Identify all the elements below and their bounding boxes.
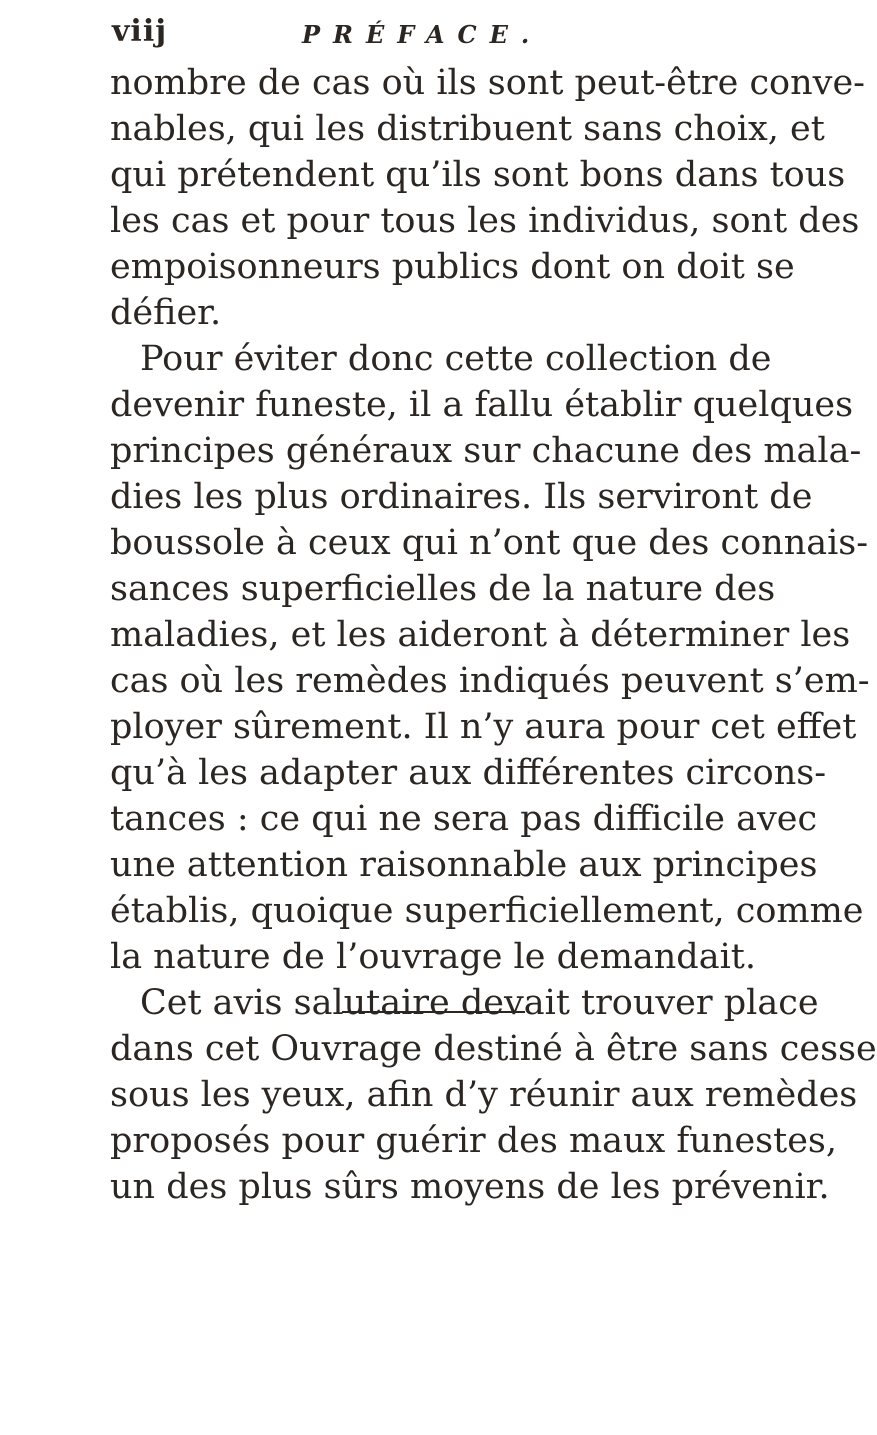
text-line: principes généraux sur chacune des mala-	[110, 431, 862, 471]
text-line: défier.	[110, 293, 222, 333]
body-text	[110, 60, 877, 1210]
text-line: tances : ce qui ne sera pas difficile avec	[110, 799, 818, 839]
text-line: la nature de l’ouvrage le demandait.	[110, 937, 756, 977]
text-line: sances superficielles de la nature des	[110, 569, 776, 609]
page-header	[112, 12, 732, 52]
text-line: qu’à les adapter aux différentes circons-	[110, 753, 827, 793]
text-line: sous les yeux, afin d’y réunir aux remèdes	[110, 1075, 858, 1115]
paragraph-start-line: Pour éviter donc cette collection de	[140, 339, 772, 379]
page-number: viij	[112, 14, 168, 49]
text-line: empoisonneurs publics dont on doit se	[110, 247, 795, 287]
running-title: PRÉFACE.	[302, 20, 543, 49]
text-line: nombre de cas où ils sont peut-être conve-	[110, 63, 865, 103]
text-line: établis, quoique superficiellement, comme	[110, 891, 864, 931]
text-line: les cas et pour tous les individus, sont des	[110, 201, 860, 241]
text-line: qui prétendent qu’ils sont bons dans tous	[110, 155, 846, 195]
text-line: nables, qui les distribuent sans choix, et	[110, 109, 825, 149]
closing-rule	[342, 1011, 525, 1013]
text-line: devenir funeste, il a fallu établir quelques	[110, 385, 854, 425]
text-line: dans cet Ouvrage destiné à être sans cesse	[110, 1029, 877, 1069]
text-line: boussole à ceux qui n’ont que des connais-	[110, 523, 869, 563]
paragraph-start-line: Cet avis salutaire devait trouver place	[140, 983, 819, 1023]
text-line: cas où les remèdes indiqués peuvent s’em-	[110, 661, 870, 701]
text-line: proposés pour guérir des maux funestes,	[110, 1121, 838, 1161]
text-line: ployer sûrement. Il n’y aura pour cet effet	[110, 707, 857, 747]
text-line: une attention raisonnable aux principes	[110, 845, 818, 885]
text-line: maladies, et les aideront à déterminer les	[110, 615, 851, 655]
text-line: dies les plus ordinaires. Ils serviront de	[110, 477, 813, 517]
text-line: un des plus sûrs moyens de les prévenir.	[110, 1167, 830, 1207]
